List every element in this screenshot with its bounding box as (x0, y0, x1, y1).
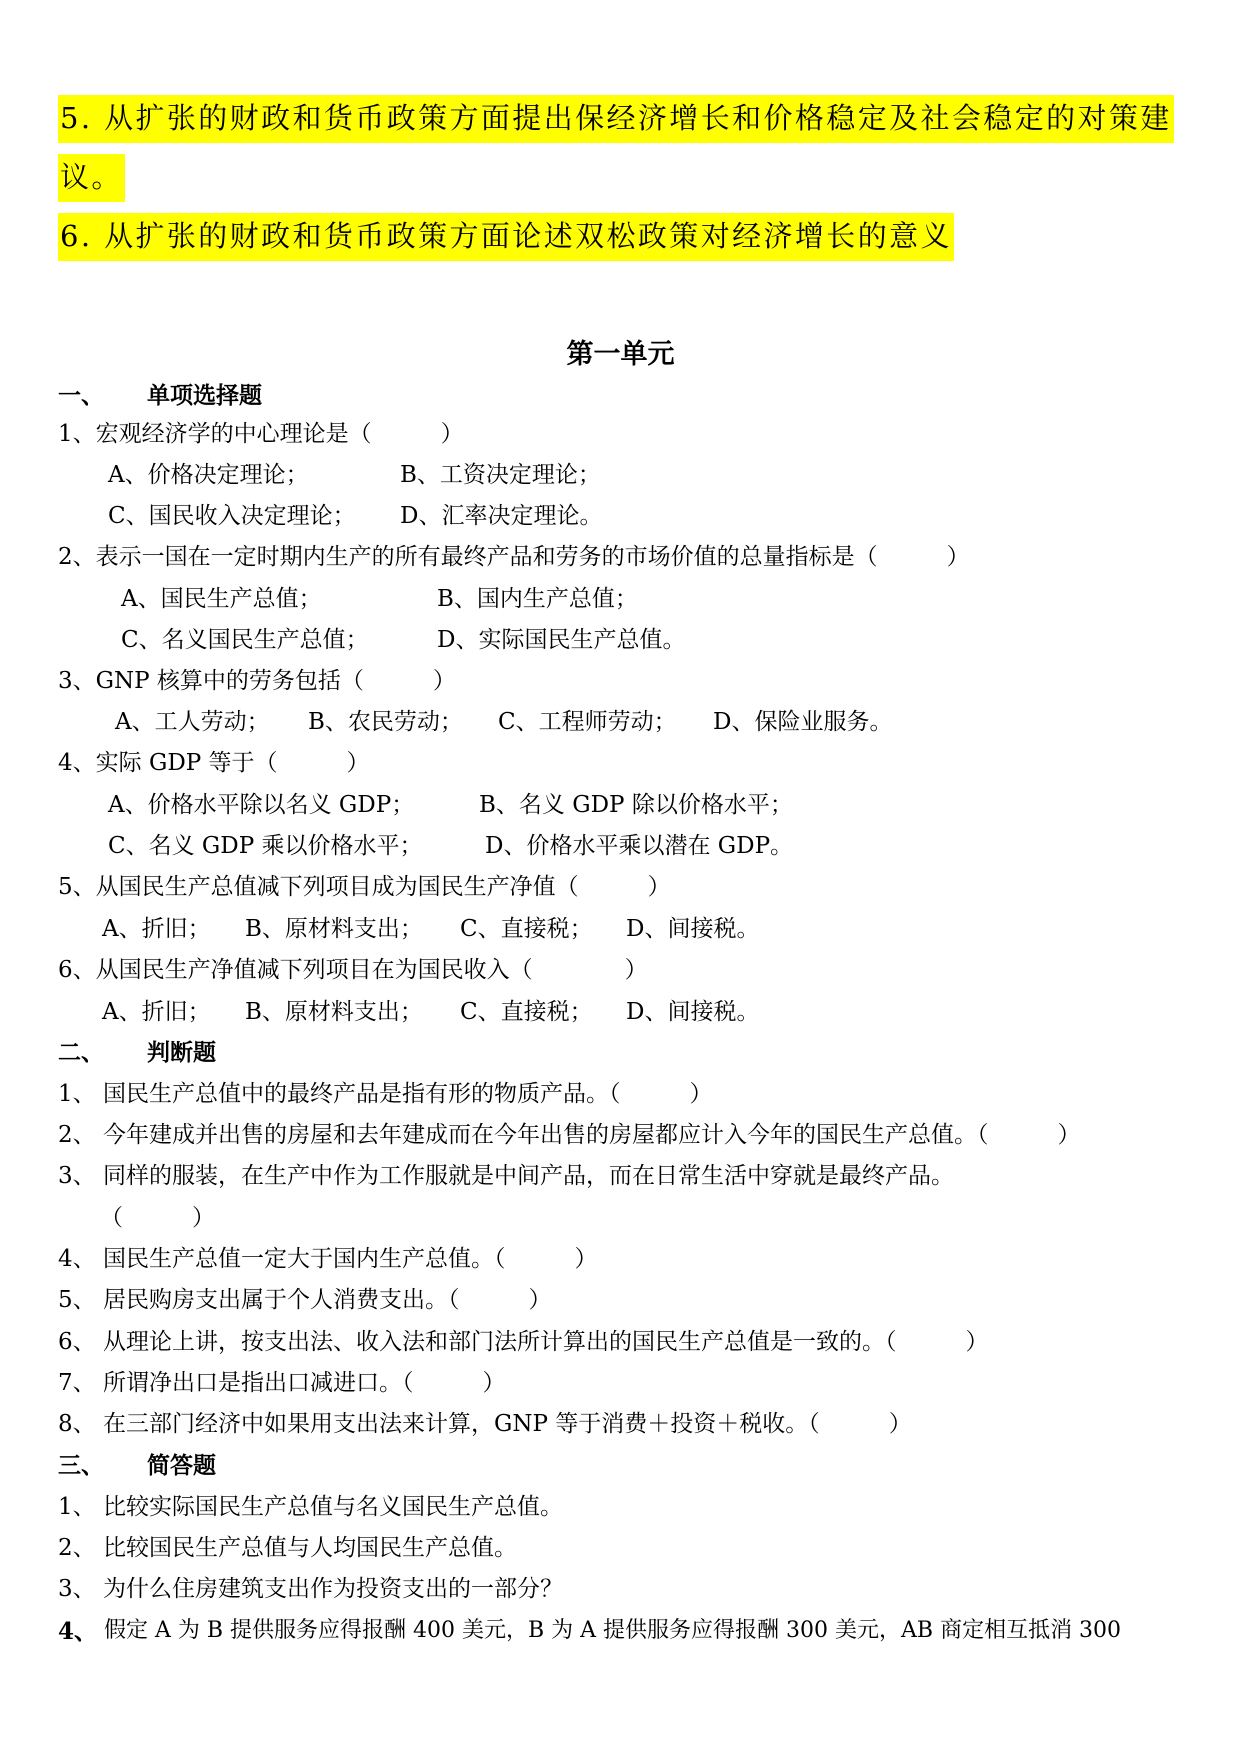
choice-q1-option-c: C、国民收入决定理论； (108, 503, 356, 529)
choice-q4-option-b: B、名义 GDP 除以价格水平； (479, 792, 793, 818)
judge-item-3-paren: （ ） (100, 1205, 215, 1231)
choice-q1: 1、宏观经济学的中心理论是（ ） (58, 421, 464, 447)
choice-q5-option-a: A、折旧； (102, 916, 211, 942)
highlight-question-5 (58, 96, 1188, 137)
choice-q4-option-a: A、价格水平除以名义 GDP； (108, 792, 415, 818)
judge-item-3: 3、 同样的服装，在生产中作为工作服就是中间产品，而在日常生活中穿就是最终产品。 (58, 1163, 954, 1189)
choice-q3-option-a: A、工人劳动； (115, 709, 270, 735)
judge-item-2: 2、 今年建成并出售的房屋和去年建成而在今年出售的房屋都应计入今年的国民生产总值。（ ） (58, 1122, 1081, 1148)
choice-q6-option-a: A、折旧； (102, 999, 211, 1025)
section-2-number: 二、 (58, 1039, 104, 1066)
short-answer-4-number: 4、 (58, 1618, 98, 1645)
choice-q1-option-a: A、价格决定理论； (108, 462, 309, 488)
highlight-question-6 (58, 214, 1188, 255)
unit-title: 第一单元 (566, 339, 675, 370)
choice-q2-option-a: A、国民生产总值； (121, 586, 322, 612)
choice-q5: 5、从国民生产总值减下列项目成为国民生产净值（ ） (58, 874, 671, 900)
judge-item-8: 8、 在三部门经济中如果用支出法来计算，GNP 等于消费＋投资＋税收。（ ） (58, 1411, 912, 1437)
choice-q1-option-d: D、汇率决定理论。 (400, 503, 603, 529)
highlight-q5-line1: 5. 从扩张的财政和货币政策方面提出保经济增长和价格稳定及社会稳定的对策建 (58, 95, 1174, 143)
choice-q6-option-c: C、直接税； (460, 999, 593, 1025)
short-answer-3: 3、 为什么住房建筑支出作为投资支出的一部分？ (58, 1576, 563, 1602)
choice-q5-option-c: C、直接税； (460, 916, 593, 942)
judge-item-7: 7、 所谓净出口是指出口减进口。（ ） (58, 1370, 506, 1396)
choice-q2-option-d: D、实际国民生产总值。 (437, 627, 686, 653)
choice-q3-option-c: C、工程师劳动； (498, 709, 677, 735)
highlight-question-5-cont (58, 155, 1188, 196)
choice-q5-option-d: D、间接税。 (626, 916, 760, 942)
choice-q3-option-b: B、农民劳动； (308, 709, 463, 735)
choice-q1-option-b: B、工资决定理论； (400, 462, 601, 488)
choice-q4-option-c: C、名义 GDP 乘以价格水平； (108, 833, 423, 859)
highlight-q5-line2: 议。 (58, 154, 125, 202)
choice-q4: 4、实际 GDP 等于（ ） (58, 750, 370, 776)
judge-item-4: 4、 国民生产总值一定大于国内生产总值。（ ） (58, 1246, 598, 1272)
short-answer-1: 1、 比较实际国民生产总值与名义国民生产总值。 (58, 1494, 563, 1520)
choice-q4-option-d: D、价格水平乘以潜在 GDP。 (485, 833, 794, 859)
choice-q6: 6、从国民生产净值减下列项目在为国民收入（ ） (58, 957, 648, 983)
highlight-q6: 6. 从扩张的财政和货币政策方面论述双松政策对经济增长的意义 (58, 213, 954, 261)
judge-item-6: 6、 从理论上讲，按支出法、收入法和部门法所计算出的国民生产总值是一致的。（ ） (58, 1329, 989, 1355)
choice-q3-option-d: D、保险业服务。 (713, 709, 893, 735)
section-2-title: 判断题 (147, 1039, 216, 1066)
choice-q2: 2、表示一国在一定时期内生产的所有最终产品和劳务的市场价值的总量指标是（ ） (58, 544, 970, 570)
section-1-title: 单项选择题 (147, 382, 262, 409)
section-1-number: 一、 (58, 382, 104, 409)
judge-item-5: 5、 居民购房支出属于个人消费支出。（ ） (58, 1287, 552, 1313)
choice-q6-option-d: D、间接税。 (626, 999, 760, 1025)
short-answer-2: 2、 比较国民生产总值与人均国民生产总值。 (58, 1535, 517, 1561)
choice-q5-option-b: B、原材料支出； (245, 916, 423, 942)
choice-q3: 3、GNP 核算中的劳务包括（ ） (58, 668, 456, 694)
section-3-title: 简答题 (147, 1452, 216, 1479)
section-3-number: 三、 (58, 1452, 104, 1479)
choice-q6-option-b: B、原材料支出； (245, 999, 423, 1025)
choice-q2-option-c: C、名义国民生产总值； (121, 627, 369, 653)
short-answer-4-text: 假定 A 为 B 提供服务应得报酬 400 美元，B 为 A 提供服务应得报酬 300 美元，AB 商定相互抵消 300 (104, 1618, 1122, 1643)
judge-item-1: 1、 国民生产总值中的最终产品是指有形的物质产品。（ ） (58, 1081, 713, 1107)
choice-q2-option-b: B、国内生产总值； (437, 586, 638, 612)
